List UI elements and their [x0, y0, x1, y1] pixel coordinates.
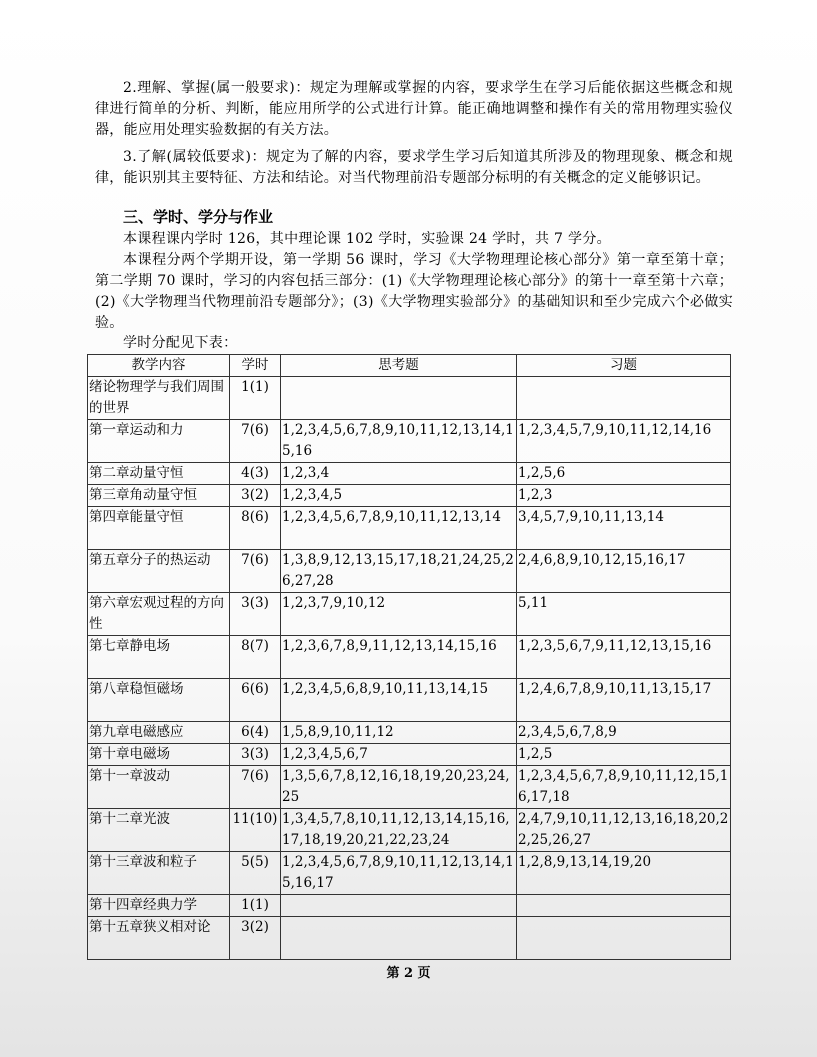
cell-exercises: [517, 917, 731, 960]
cell-hours: 6(4): [230, 722, 281, 744]
cell-questions: 1,2,3,4,5,6,7,8,9,10,11,12,13,14,15,16: [281, 420, 517, 463]
cell-questions: 1,2,3,4: [281, 463, 517, 485]
section-heading: 三、学时、学分与作业: [123, 208, 274, 226]
cell-content: 第二章动量守恒: [88, 463, 230, 485]
cell-questions: [281, 377, 517, 420]
cell-hours: 3(2): [230, 485, 281, 507]
table-row: [88, 593, 731, 636]
cell-questions: 1,2,3,4,5,6,7,8,9,10,11,12,13,14: [281, 507, 517, 550]
table-row: [88, 420, 731, 463]
cell-content: 第四章能量守恒: [88, 507, 230, 550]
cell-content: 第七章静电场: [88, 636, 230, 679]
cell-exercises: [517, 377, 731, 420]
cell-hours: 7(6): [230, 420, 281, 463]
paragraph-hours-credits: 本课程课内学时 126，其中理论课 102 学时，实验课 24 学时，共 7 学分。: [123, 231, 611, 247]
cell-exercises: 1,2,3,4,5,7,9,10,11,12,14,16: [517, 420, 731, 463]
paragraph-semesters: 本课程分两个学期开设，第一学期 56 课时，学习《大学物理理论核心部分》第一章至第十章；第二学期 70 课时，学习的内容包括三部分：(1)《大学物理理论核心部分》的第十一章至第十六章；(2)《大学物理当代物理前沿专题部分》；(3)《大学物理实验部分》的基础知识和至少完成六个必做实验。: [95, 252, 733, 331]
cell-exercises: 1,2,3,4,5,6,7,8,9,10,11,12,15,16,17,18: [517, 766, 731, 809]
header-hours: 学时: [230, 355, 281, 377]
cell-content: 绪论物理学与我们周围的世界: [88, 377, 230, 420]
cell-content: 第八章稳恒磁场: [88, 679, 230, 722]
table-row: [88, 852, 731, 895]
cell-exercises: 1,2,5,6: [517, 463, 731, 485]
cell-questions: 1,3,8,9,12,13,15,17,18,21,24,25,26,27,28: [281, 550, 517, 593]
cell-hours: 3(3): [230, 744, 281, 766]
cell-hours: 11(10): [230, 809, 281, 852]
table-row: [88, 485, 731, 507]
paragraph-know: 3.了解(属较低要求)：规定为了解的内容，要求学生学习后知道其所涉及的物理现象、概念和规律，能识别其主要特征、方法和结论。对当代物理前沿专题部分标明的有关概念的定义能够识记。: [95, 149, 733, 186]
table-row: [88, 744, 731, 766]
cell-questions: 1,5,8,9,10,11,12: [281, 722, 517, 744]
cell-questions: [281, 917, 517, 960]
cell-exercises: 1,2,8,9,13,14,19,20: [517, 852, 731, 895]
cell-content: 第三章角动量守恒: [88, 485, 230, 507]
cell-questions: 1,2,3,4,5,6,7,8,9,10,11,12,13,14,15,16,17: [281, 852, 517, 895]
cell-hours: 7(6): [230, 550, 281, 593]
cell-exercises: 2,4,7,9,10,11,12,13,16,18,20,22,25,26,27: [517, 809, 731, 852]
cell-hours: 8(7): [230, 636, 281, 679]
table-row: [88, 722, 731, 744]
cell-content: 第十五章狭义相对论: [88, 917, 230, 960]
cell-exercises: 1,2,4,6,7,8,9,10,11,13,15,17: [517, 679, 731, 722]
cell-questions: [281, 895, 517, 917]
table-row: [88, 377, 731, 420]
cell-content: 第十一章波动: [88, 766, 230, 809]
cell-exercises: 2,4,6,8,9,10,12,15,16,17: [517, 550, 731, 593]
cell-hours: 8(6): [230, 507, 281, 550]
cell-hours: 3(2): [230, 917, 281, 960]
table-row: [88, 550, 731, 593]
cell-content: 第六章宏观过程的方向性: [88, 593, 230, 636]
header-questions: 思考题: [281, 355, 517, 377]
cell-content: 第十三章波和粒子: [88, 852, 230, 895]
cell-questions: 1,2,3,4,5,6,7: [281, 744, 517, 766]
cell-exercises: 1,2,3: [517, 485, 731, 507]
cell-hours: 1(1): [230, 895, 281, 917]
cell-exercises: 1,2,3,5,6,7,9,11,12,13,15,16: [517, 636, 731, 679]
table-row: [88, 679, 731, 722]
cell-content: 第一章运动和力: [88, 420, 230, 463]
table-row: [88, 809, 731, 852]
cell-content: 第十二章光波: [88, 809, 230, 852]
header-content: 教学内容: [88, 355, 230, 377]
cell-content: 第五章分子的热运动: [88, 550, 230, 593]
cell-hours: 3(3): [230, 593, 281, 636]
cell-exercises: 1,2,5: [517, 744, 731, 766]
cell-hours: 7(6): [230, 766, 281, 809]
table-row: [88, 895, 731, 917]
cell-questions: 1,3,5,6,7,8,12,16,18,19,20,23,24,25: [281, 766, 517, 809]
table-row: [88, 463, 731, 485]
page-number: 第 2 页: [386, 966, 431, 981]
cell-questions: 1,2,3,6,7,8,9,11,12,13,14,15,16: [281, 636, 517, 679]
cell-questions: 1,3,4,5,7,8,10,11,12,13,14,15,16,17,18,19,20,21,22,23,24: [281, 809, 517, 852]
cell-hours: 4(3): [230, 463, 281, 485]
cell-hours: 5(5): [230, 852, 281, 895]
cell-exercises: 5,11: [517, 593, 731, 636]
cell-questions: 1,2,3,4,5,6,8,9,10,11,13,14,15: [281, 679, 517, 722]
cell-content: 第十四章经典力学: [88, 895, 230, 917]
header-exercises: 习题: [517, 355, 731, 377]
cell-exercises: 3,4,5,7,9,10,11,13,14: [517, 507, 731, 550]
cell-content: 第十章电磁场: [88, 744, 230, 766]
table-row: [88, 636, 731, 679]
cell-questions: 1,2,3,4,5: [281, 485, 517, 507]
table-row: [88, 766, 731, 809]
cell-hours: 6(6): [230, 679, 281, 722]
cell-hours: 1(1): [230, 377, 281, 420]
table-row: [88, 507, 731, 550]
paragraph-understand-master: 2.理解、掌握(属一般要求)：规定为理解或掌握的内容，要求学生在学习后能依据这些概念和规律进行简单的分析、判断，能应用所学的公式进行计算。能正确地调整和操作有关的常用物理实验仪器，能应用处理实验数据的有关方法。: [95, 80, 733, 138]
cell-content: 第九章电磁感应: [88, 722, 230, 744]
table-body: [88, 377, 731, 960]
hours-allocation-table: [87, 354, 731, 960]
table-row: [88, 917, 731, 960]
paragraph-table-intro: 学时分配见下表：: [123, 335, 238, 351]
cell-exercises: [517, 895, 731, 917]
cell-exercises: 2,3,4,5,6,7,8,9: [517, 722, 731, 744]
table-header-row: [88, 355, 731, 377]
cell-questions: 1,2,3,7,9,10,12: [281, 593, 517, 636]
